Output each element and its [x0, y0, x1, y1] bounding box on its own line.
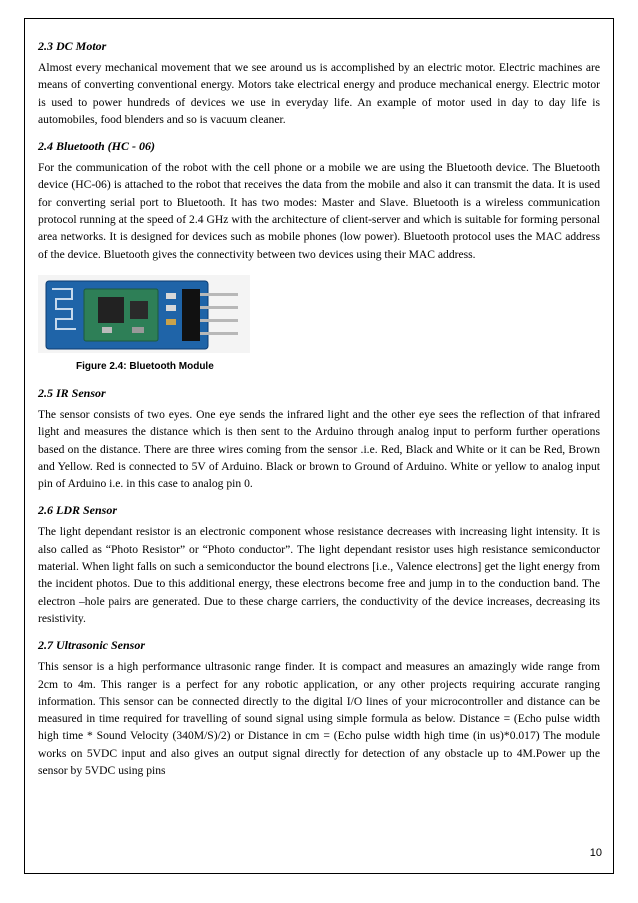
- section-ldr-sensor: [38, 502, 600, 627]
- section-body: This sensor is a high performance ultrasonic range finder. It is compact and measures an amazingly wide range from 2cm to 4m. This ranger is a perfect for any robotic application, or any other projects requiring accurate ranging information. This sensor can be connected directly to the digital I/O lines of your microcontroller and distance can be measured in time required for travelling of sound signal using simple formula as below. Distance = (Echo pulse width high time * Sound Velocity (340M/S)/2) or Distance in cm = (Echo pulse width high time (in us)*0.017) The module works on 5VDC input and also gives an output signal directly for detection of any obstacle up to 4M.Power up the sensor by 5VDC using pins: [38, 660, 600, 778]
- section-body: For the communication of the robot with the cell phone or a mobile we are using the Bluetooth device. The Bluetooth device (HC-06) is attached to the robot that receives the data from the mobile and also it can transmit the data. It is used for converting serial port to Bluetooth. It has two modes: Master and Slave. Bluetooth is a wireless communication protocol running at the speed of 2.4 GHz with the architecture of client-server and which is suitable for forming personal area networks. It is designed for devices such as mobile phones (low power). Bluetooth protocol uses the MAC address of the device. Bluetooth gives the connectivity between two devices using their MAC address.: [38, 161, 600, 261]
- section-heading: 2.5 IR Sensor: [38, 385, 106, 400]
- section-body: Almost every mechanical movement that we see around us is accomplished by an electric motor. Electric machines are means of converting conventional energy. Motors take electrical energy and produce mechanical energy. Electric motor is used to power hundreds of devices we use in everyday life. An example of motor used in day to day life is automobiles, food blenders and so is vacuum cleaner.: [38, 61, 600, 126]
- section-heading: 2.7 Ultrasonic Sensor: [38, 638, 146, 653]
- section-heading: 2.4 Bluetooth (HC - 06): [38, 139, 156, 154]
- bluetooth-module-figure: [38, 275, 600, 379]
- section-ultrasonic-sensor: [38, 637, 600, 779]
- page-number: 10: [589, 847, 602, 859]
- bluetooth-module-image: [38, 275, 250, 353]
- section-heading: 2.6 LDR Sensor: [38, 503, 118, 518]
- section-dc-motor: [38, 38, 600, 128]
- section-ir-sensor: [38, 385, 600, 492]
- section-bluetooth: [38, 138, 600, 263]
- page-content: [38, 38, 600, 789]
- section-heading: 2.3 DC Motor: [38, 39, 107, 53]
- section-body: The sensor consists of two eyes. One eye sends the infrared light and the other eye sees the reflection of that infrared light and measures the distance which is then sent to the Arduino through analog input to perform further operations based on the distance. There are three wires coming from the sensor .i.e. Red, Black and White or it can be Red, Brown and Yellow. Red is connected to 5V of Arduino. Black or brown to Ground of Arduino. White or yellow to analog input pin of Arduino i.e. in this case to analog pin 0.: [38, 407, 600, 491]
- section-body: The light dependant resistor is an electronic component whose resistance decreases with increasing light intensity. It is also called as “Photo Resistor” or “Photo conductor”. The light dependant resistor uses high resistance semiconductor material. When light falls on such a semiconductor the bound electrons [i.e., Valence electrons] get the light energy from the incident photos. Due to this additional energy, these electrons become free and jump in to the conduction band. The electron –hole pairs are generated. Due to these charge carriers, the conductivity of the device increases, decreasing its resistivity.: [38, 525, 600, 625]
- figure-caption: Figure 2.4: Bluetooth Module: [76, 360, 214, 372]
